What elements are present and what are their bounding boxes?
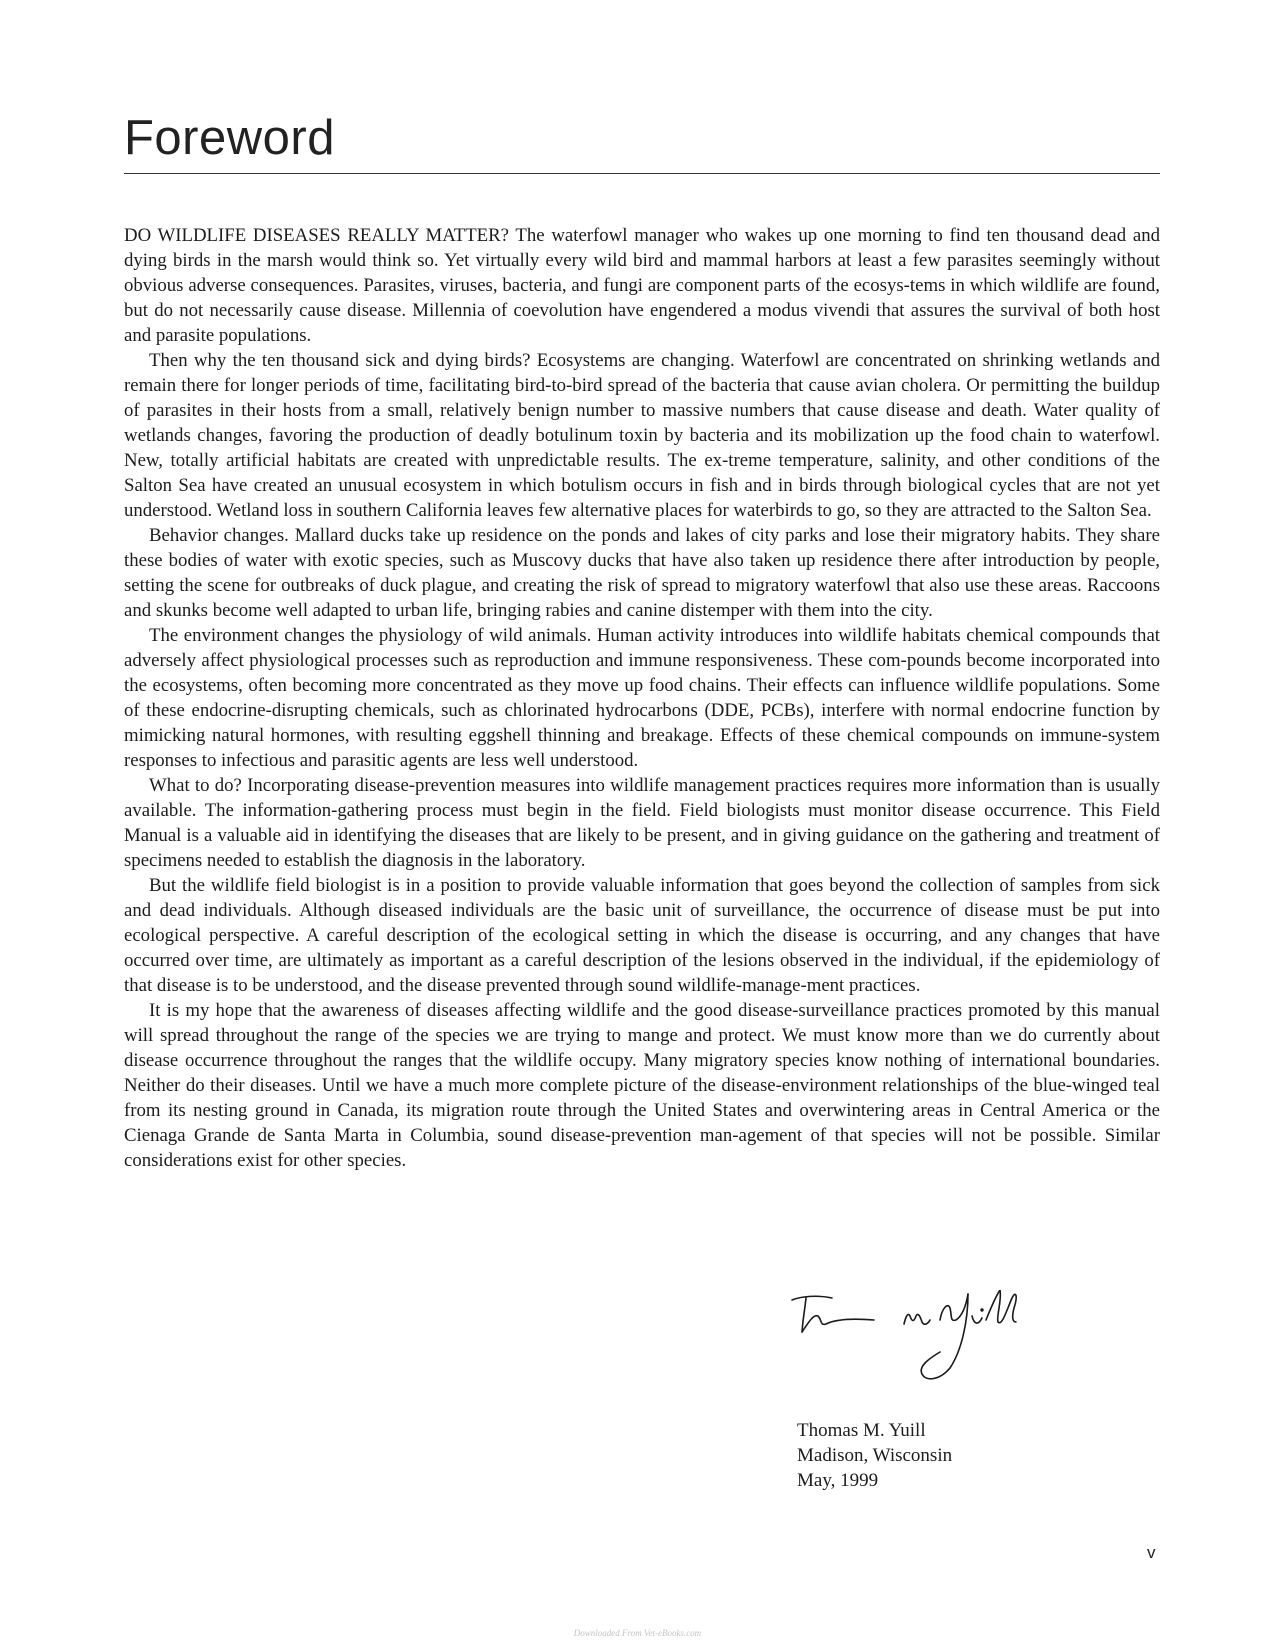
paragraph: But the wildlife field biologist is in a position to provide valuable information that goes beyond the collection of samples from sick and dead individuals. Although diseased individuals are the basic unit of surveillance, the occurrence of disease must be put into ecological perspective. A careful description of the ecological setting in which the disease is occurring, and any changes that have occurred over time, are ultimately as important as a careful description of the lesions observed in the individual, if the epidemiology of that disease is to be understood, and the disease prevented through sound wildlife-manage-ment practices.: [124, 875, 1160, 996]
title-divider: [124, 173, 1160, 174]
handwritten-signature: [790, 1290, 1060, 1410]
author-location: Madison, Wisconsin: [797, 1445, 953, 1466]
page-number: v: [1147, 1543, 1156, 1562]
download-watermark: Downloaded From Vet-eBooks.com: [573, 1628, 702, 1638]
foreword-body: [124, 223, 1160, 1173]
paragraph: What to do? Incorporating disease-prevention measures into wildlife management practices requires more information than is usually available. The information-gathering process must begin in the field. Field biologists must monitor disease occurrence. This Field Manual is a valuable aid in identifying the diseases that are likely to be present, and in giving guidance on the gathering and treatment of specimens needed to establish the diagnosis in the laboratory.: [124, 775, 1160, 871]
paragraph: Then why the ten thousand sick and dying birds? Ecosystems are changing. Waterfowl are concentrated on shrinking wetlands and remain there for longer periods of time, facilitating bird-to-bird spread of the bacteria that cause avian cholera. Or permitting the buildup of parasites in their hosts from a small, relatively benign number to massive numbers that cause disease and death. Water quality of wetlands changes, favoring the production of deadly botulinum toxin by bacteria and its mobilization up the food chain to waterfowl. New, totally artificial habitats are created with unpredictable results. The ex-treme temperature, salinity, and other conditions of the Salton Sea have created an unusual ecosystem in which botulism occurs in fish and in birds through biological cycles that are not yet understood. Wetland loss in southern California leaves few alternative places for waterbirds to go, so they are attracted to the Salton Sea.: [124, 350, 1160, 521]
author-name: Thomas M. Yuill: [797, 1420, 926, 1441]
page-title: Foreword: [124, 111, 335, 165]
paragraph: DO WILDLIFE DISEASES REALLY MATTER? The waterfowl manager who wakes up one morning to find ten thousand dead and dying birds in the marsh would think so. Yet virtually every wild bird and mammal harbors at least a few parasites seemingly without obvious adverse consequences. Parasites, viruses, bacteria, and fungi are component parts of the ecosys-tems in which wildlife are found, but do not necessarily cause disease. Millennia of coevolution have engendered a modus vivendi that assures the survival of both host and parasite populations.: [124, 225, 1160, 346]
paragraph: Behavior changes. Mallard ducks take up residence on the ponds and lakes of city parks and lose their migratory habits. They share these bodies of water with exotic species, such as Muscovy ducks that have also taken up residence there after introduction by people, setting the scene for outbreaks of duck plague, and creating the risk of spread to migratory waterfowl that also use these areas. Raccoons and skunks become well adapted to urban life, bringing rabies and canine distemper with them into the city.: [124, 525, 1160, 621]
paragraph: It is my hope that the awareness of diseases affecting wildlife and the good disease-surveillance practices promoted by this manual will spread throughout the range of the species we are trying to mange and protect. We must know more than we do currently about disease occurrence throughout the ranges that the wildlife occupy. Many migratory species know nothing of international boundaries. Neither do their diseases. Until we have a much more complete picture of the disease-environment relationships of the blue-winged teal from its nesting ground in Canada, its migration route through the United States and overwintering areas in Central America or the Cienaga Grande de Santa Marta in Columbia, sound disease-prevention man-agement of that species will not be possible. Similar considerations exist for other species.: [124, 1000, 1160, 1171]
signature-block: [797, 1418, 952, 1493]
signature-date: May, 1999: [797, 1470, 879, 1491]
paragraph: The environment changes the physiology of wild animals. Human activity introduces into wildlife habitats chemical compounds that adversely affect physiological processes such as reproduction and immune responsiveness. These com-pounds become incorporated into the ecosystems, often becoming more concentrated as they move up food chains. Their effects can influence wildlife populations. Some of these endocrine-disrupting chemicals, such as chlorinated hydrocarbons (DDE, PCBs), interfere with normal endocrine function by mimicking natural hormones, with resulting eggshell thinning and breakage. Effects of these chemical compounds on immune-system responses to infectious and parasitic agents are less well understood.: [124, 625, 1160, 771]
